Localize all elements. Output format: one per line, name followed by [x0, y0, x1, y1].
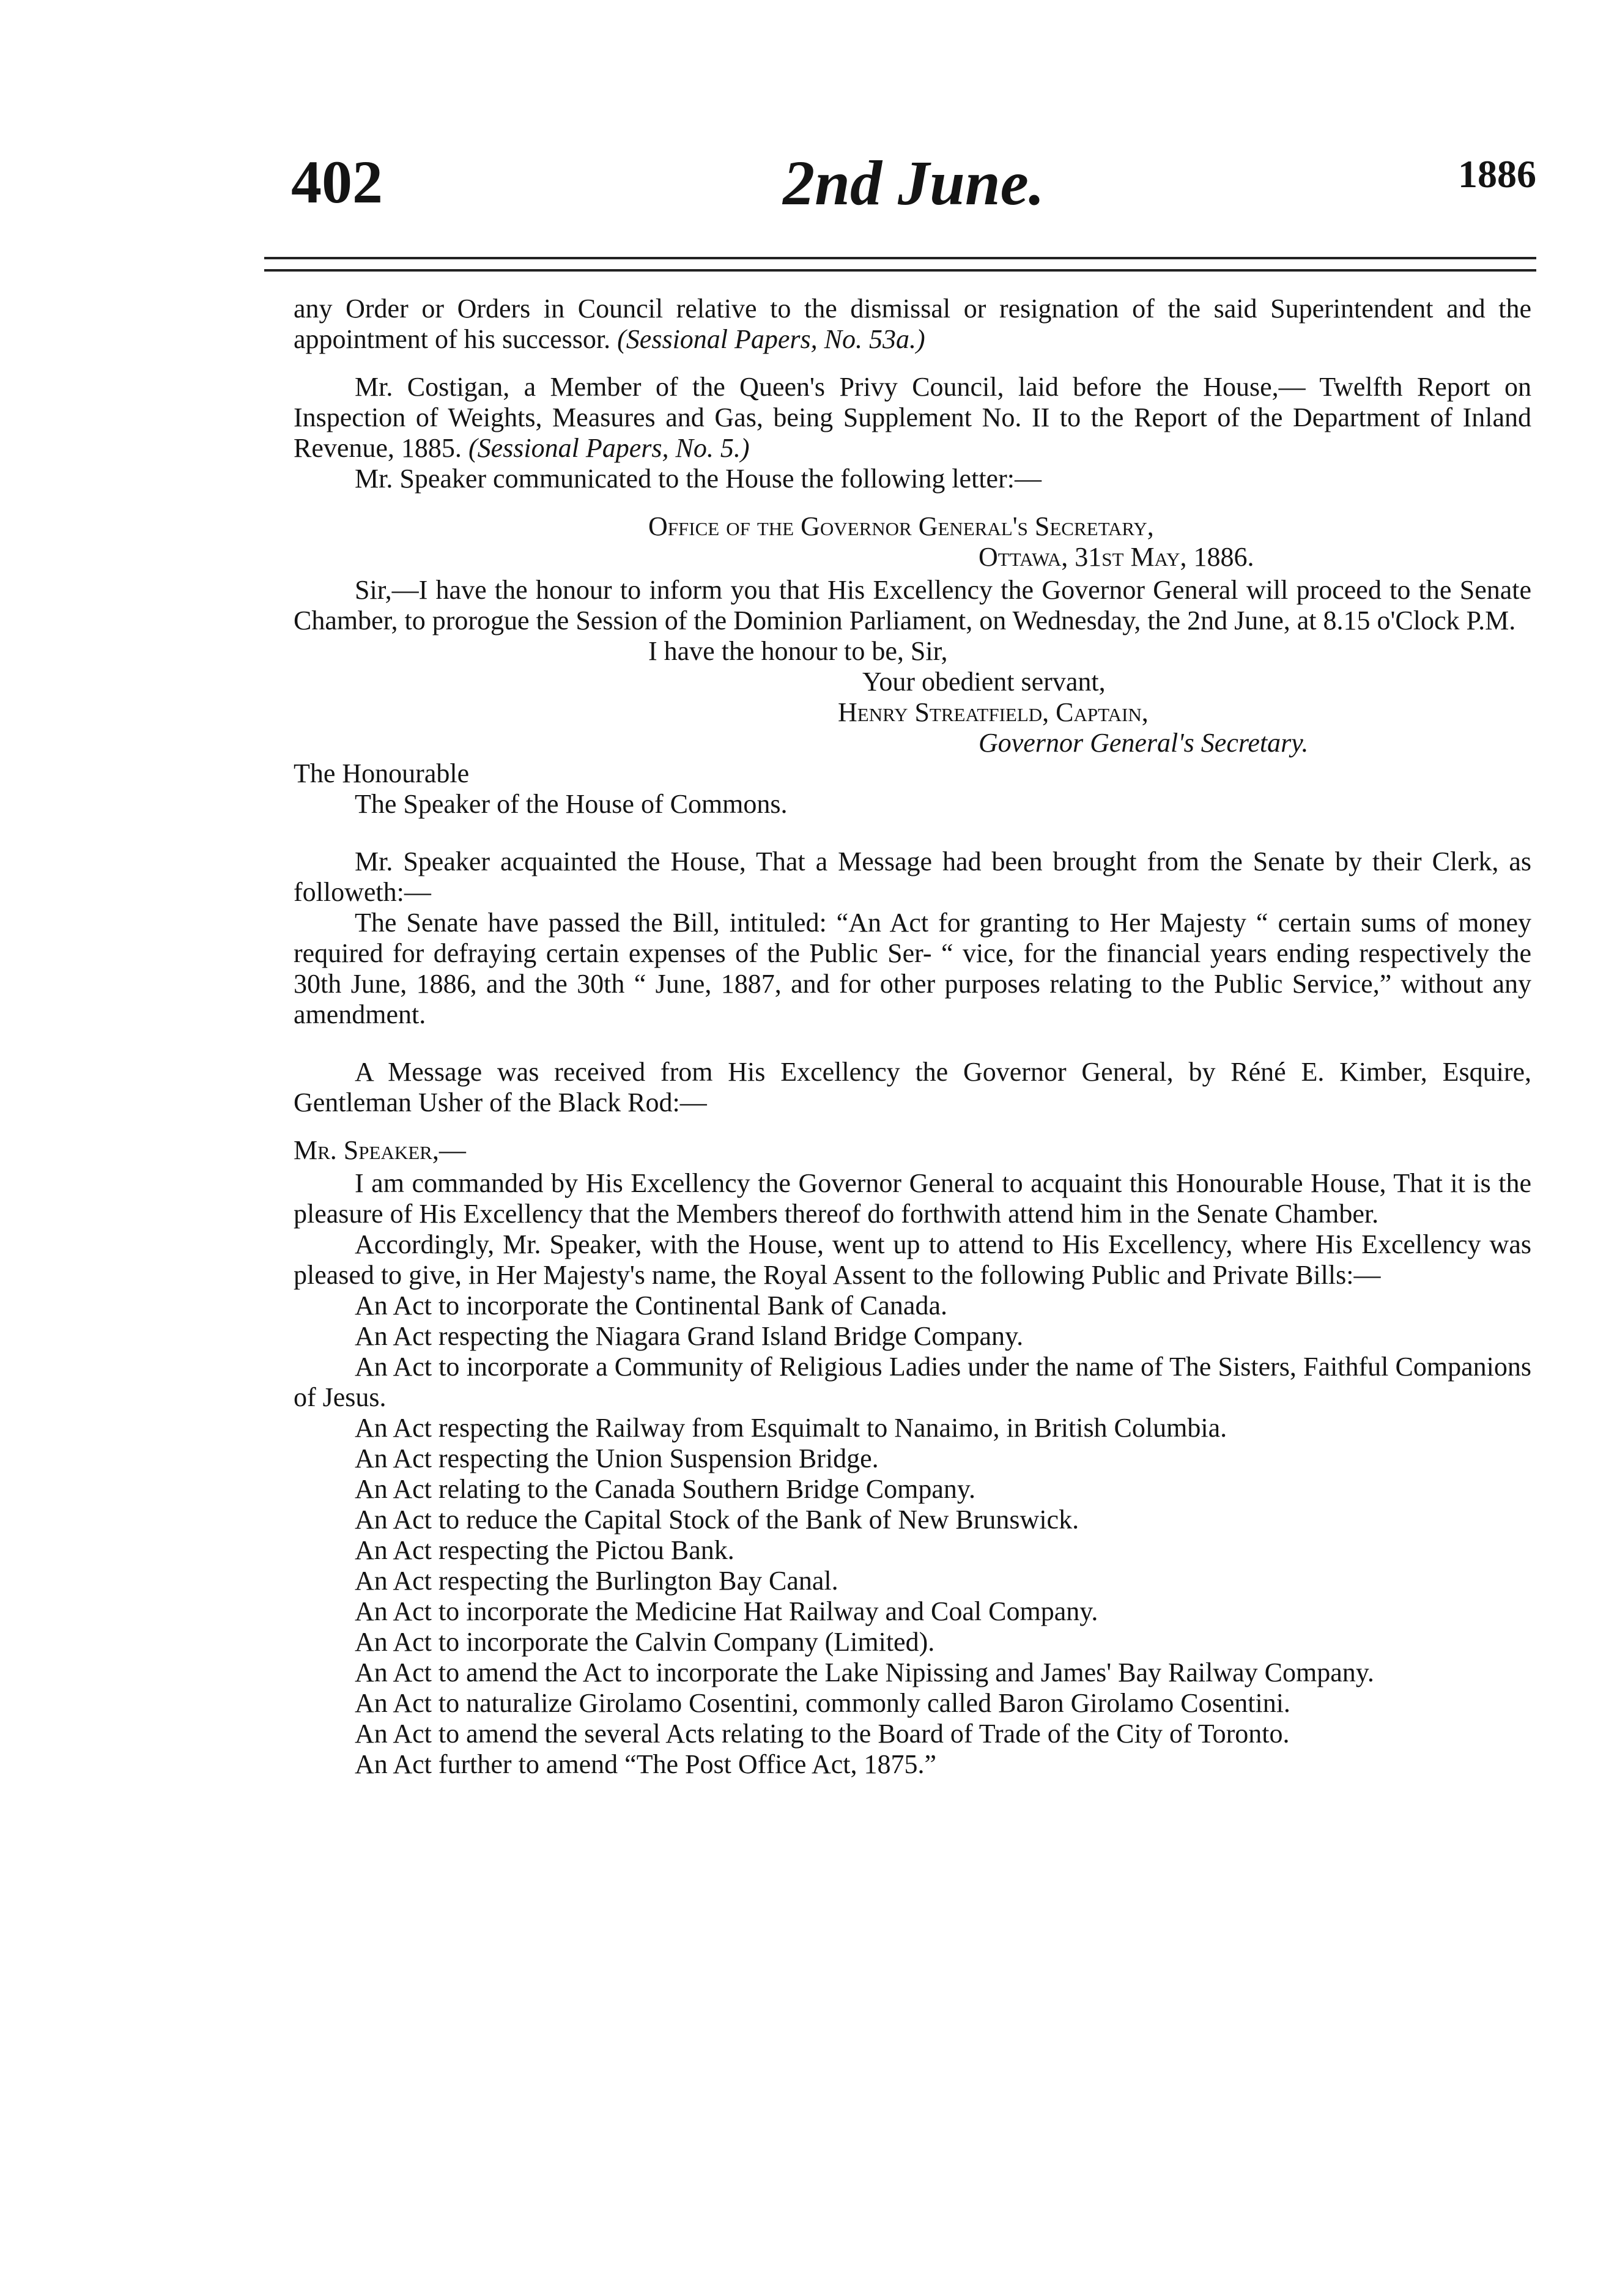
letter-closing-1: I have the honour to be, Sir, [648, 636, 948, 666]
list-item: An Act respecting the Pictou Bank. [355, 1535, 734, 1565]
list-item: An Act to incorporate the Medicine Hat Railway and Coal Company. [355, 1596, 1098, 1626]
header-year: 1886 [1458, 152, 1536, 196]
letter-addressee-2: The Speaker of the House of Commons. [355, 789, 788, 819]
list-item: An Act to amend the Act to incorporate the Lake Nipissing and James' Bay Railway Company. [355, 1657, 1374, 1687]
list-item: An Act relating to the Canada Southern Bridge Company. [355, 1474, 976, 1504]
list-item: An Act respecting the Union Suspension Bridge. [355, 1443, 879, 1473]
page-number: 402 [291, 148, 383, 216]
list-item: An Act to incorporate the Calvin Company (Limited). [355, 1627, 935, 1657]
paragraph-command: I am commanded by His Excellency the Governor General to acquaint this Honourable House, That it is the pleasure of His Excellency that the Members thereof do forthwith attend him in the Senate Chamber. [294, 1168, 1531, 1229]
paragraph-order-in-council [294, 294, 1531, 355]
letter-addressee-1: The Honourable [294, 758, 470, 788]
paragraph-senate-bill: The Senate have passed the Bill, intituled: “An Act for granting to Her Majesty “ certain sums of money required for defraying certain expenses of the Public Ser- “ vice, for the financial years ending respectively the 30th June, 1886, and the 30th “ June, 1887, and for other purposes relating to the Public Service,” without any amendment. [294, 908, 1531, 1029]
paragraph-twelfth-report [294, 372, 1531, 464]
letter-signer: Henry Streatfield, Captain, [838, 697, 1149, 727]
paragraph-speaker-letter: Mr. Speaker communicated to the House the following letter:— [355, 464, 1042, 494]
letter-place-date: Ottawa, 31st May, 1886. [979, 542, 1254, 572]
paragraph-text: any Order or Orders in Council relative to the dismissal or resignation of the said Superintendent and the appointment of his successor. [294, 294, 1531, 354]
list-item: An Act to amend the several Acts relating to the Board of Trade of the City of Toronto. [355, 1719, 1290, 1749]
letter-block [294, 511, 1531, 820]
header-rule-bottom [264, 269, 1536, 272]
letter-office: Office of the Governor General's Secretary, [648, 511, 1154, 541]
acts-list [294, 1291, 1531, 1780]
sessional-paper-ref: (Sessional Papers, No. 5.) [468, 433, 750, 463]
paragraph-royal-assent: Accordingly, Mr. Speaker, with the House, went up to attend to His Excellency, where His Excellency was pleased to give, in Her Majesty's name, the Royal Assent to the following Public and Private Bills:— [294, 1229, 1531, 1290]
paragraph-senate-message: Mr. Speaker acquainted the House, That a Message had been brought from the Senate by their Clerk, as followeth:— [294, 846, 1531, 907]
list-item: An Act to naturalize Girolamo Cosentini, commonly called Baron Girolamo Cosentini. [355, 1688, 1290, 1718]
header-rule-top [264, 257, 1536, 259]
header-date: 2nd June. [783, 148, 1045, 218]
list-item: An Act to incorporate a Community of Religious Ladies under the name of The Sisters, Faithful Companions of Jesus. [294, 1352, 1531, 1412]
salutation: Mr. Speaker,— [294, 1135, 466, 1165]
list-item: An Act further to amend “The Post Office Act, 1875.” [355, 1749, 937, 1779]
list-item: An Act to reduce the Capital Stock of the Bank of New Brunswick. [355, 1505, 1079, 1535]
list-item: An Act to incorporate the Continental Bank of Canada. [355, 1291, 947, 1320]
paragraph-text: Mr. Costigan, a Member of the Queen's Privy Council, laid before the House,— Twelfth Report on Inspection of Weights, Measures and Gas, being Supplement No. II to the Report of the Department of Inland Revenue, 1885. [294, 372, 1531, 463]
paragraph-black-rod: A Message was received from His Excellency the Governor General, by Réné E. Kimber, Esquire, Gentleman Usher of the Black Rod:— [294, 1057, 1531, 1117]
list-item: An Act respecting the Railway from Esquimalt to Nanaimo, in British Columbia. [355, 1413, 1227, 1443]
letter-body: Sir,—I have the honour to inform you that His Excellency the Governor General will proceed to the Senate Chamber, to prorogue the Session of the Dominion Parliament, on Wednesday, the 2nd June, at 8.15 o'Clock P.M. [294, 575, 1531, 635]
sessional-paper-ref: (Sessional Papers, No. 53a.) [617, 324, 925, 354]
running-header [291, 147, 1536, 239]
page-body [294, 294, 1531, 1780]
letter-closing-2: Your obedient servant, [862, 667, 1106, 697]
letter-signer-title: Governor General's Secretary. [979, 728, 1309, 758]
list-item: An Act respecting the Niagara Grand Island Bridge Company. [355, 1321, 1024, 1351]
list-item: An Act respecting the Burlington Bay Canal. [355, 1566, 838, 1596]
